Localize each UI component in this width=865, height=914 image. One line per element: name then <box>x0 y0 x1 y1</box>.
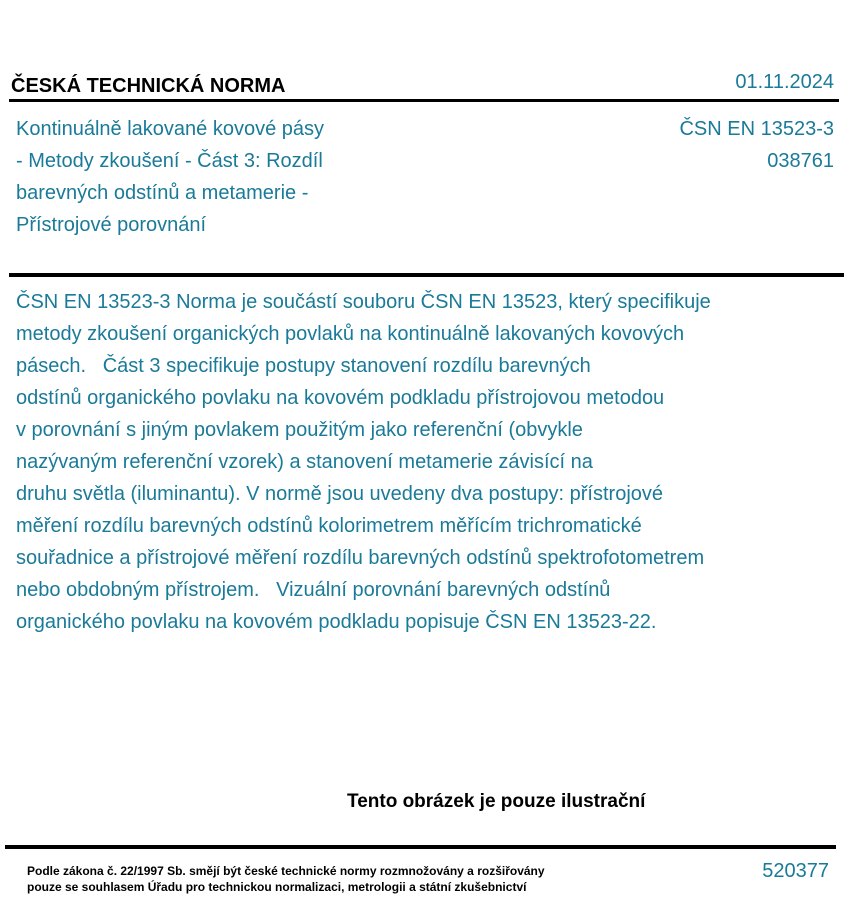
description-line: měření rozdílu barevných odstínů kolorimetrem měřícím trichromatické <box>16 515 642 537</box>
document-number: 520377 <box>762 860 829 882</box>
top-divider <box>9 99 839 102</box>
middle-divider <box>9 273 844 277</box>
description-line: druhu světla (iluminantu). V normě jsou uvedeny dva postupy: přístrojové <box>16 483 664 505</box>
copyright-line: Podle zákona č. 22/1997 Sb. smějí být české technické normy rozmnožovány a rozšiřovány <box>27 864 545 878</box>
standard-description <box>16 286 776 638</box>
standard-identifiers <box>679 113 834 177</box>
document-type-heading: ČESKÁ TECHNICKÁ NORMA <box>11 75 286 97</box>
description-line: souřadnice a přístrojové měření rozdílu barevných odstínů spektrofotometrem <box>16 547 705 569</box>
standard-title-line: barevných odstínů a metamerie - <box>16 182 309 204</box>
copyright-notice <box>27 863 545 895</box>
description-line: nazývaným referenční vzorek) a stanovení metamerie závisící na <box>16 451 593 473</box>
catalog-number: 038761 <box>767 150 834 172</box>
description-line: nebo obdobným přístrojem. Vizuální porovnání barevných odstínů <box>16 579 611 601</box>
description-line: organického povlaku na kovovém podkladu popisuje ČSN EN 13523-22. <box>16 611 657 633</box>
description-line: metody zkoušení organických povlaků na kontinuálně lakovaných kovových <box>16 323 685 345</box>
standard-title-line: - Metody zkoušení - Část 3: Rozdíl <box>16 150 323 172</box>
publication-date: 01.11.2024 <box>735 71 834 93</box>
description-line: pásech. Část 3 specifikuje postupy stanovení rozdílu barevných <box>16 355 591 377</box>
standard-code: ČSN EN 13523-3 <box>679 118 834 140</box>
description-line: ČSN EN 13523-3 Norma je součástí souboru ČSN EN 13523, který specifikuje <box>16 291 711 313</box>
illustrative-note: Tento obrázek je pouze ilustrační <box>347 791 646 812</box>
standard-title-line: Kontinuálně lakované kovové pásy <box>16 118 324 140</box>
standard-title <box>16 113 376 241</box>
description-line: v porovnání s jiným povlakem použitým jako referenční (obvykle <box>16 419 583 441</box>
copyright-line: pouze se souhlasem Úřadu pro technickou normalizaci, metrologii a státní zkušebnictví <box>27 880 527 894</box>
bottom-divider <box>5 845 836 849</box>
standard-title-line: Přístrojové porovnání <box>16 214 207 236</box>
description-line: odstínů organického povlaku na kovovém podkladu přístrojovou metodou <box>16 387 665 409</box>
